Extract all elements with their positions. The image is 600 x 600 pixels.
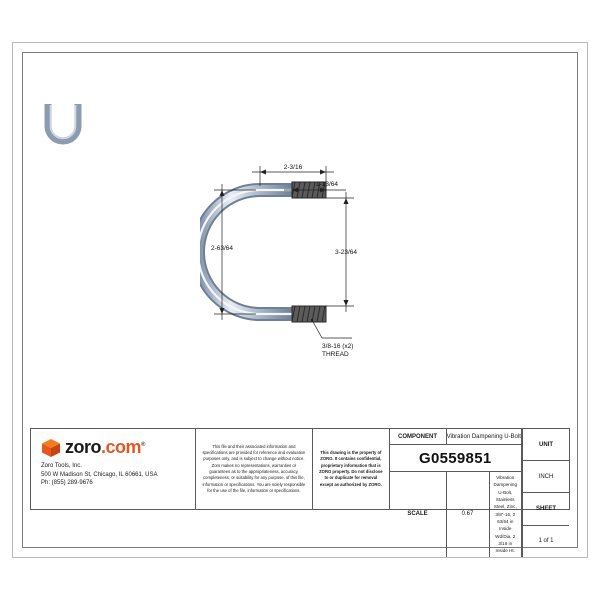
orange-cube-icon [41,438,61,458]
threaded-end-bottom [292,306,326,322]
u-bolt-body [200,190,292,314]
thread-note-line1: 3/8-16 (x2) [322,343,354,350]
company-info [41,462,189,488]
zoro-brand: zoro [65,437,101,457]
trademark-symbol: ® [141,442,145,448]
scale-description-row [390,472,522,557]
scale-label: SCALE [390,472,447,557]
u-bolt-drawing [200,160,430,400]
component-value: Vibration Dampening U-Bolt [446,433,521,440]
scale-value: 0.67 [447,472,490,557]
legal-notice: This file and their associated information and specifications are provided for reference and evaluation purposes only, and is subject to change without notice. Zoro makes no representations, warranties or guarantees as to the appropriateness, accuracy, completeness, or suitability for any purpose, of this file, information or specifications. You are solely responsible for the use of the file, information or specifications. [196,429,314,509]
part-number: G0559851 [390,445,522,472]
zoro-suffix: .com [101,437,142,457]
unit-value: INCH [523,461,569,493]
unit-label: UNIT [523,429,569,461]
dimension-label-width-top: 2-3/16 [283,164,303,171]
company-phone: Ph: (855) 289-9676 [41,480,93,487]
title-block-logo-cell [31,429,196,509]
component-row [390,429,522,445]
sheet-value: 1 of 1 [538,538,554,545]
thread-note-line2: THREAD [322,351,349,358]
sheet-label: SHEET [523,493,569,525]
dimension-label-thread-length: 1-13/64 [315,181,339,188]
dimension-label-inside-height: 3-23/64 [334,249,358,256]
title-block-unit-column [522,429,569,557]
component-label: COMPONENT [390,429,447,444]
dimension-label-overall-height: 2-63/64 [210,245,234,252]
company-name: Zoro Tools, Inc. [41,463,82,469]
title-block [30,428,570,554]
title-block-main-column [390,429,523,557]
company-address: 500 W Madison St, Chicago, IL 60661, USA [41,471,158,478]
title-block-right [390,429,570,554]
proprietary-notice: This drawing is the property of ZORO. It contains confidential, proprietary information that is ZORO property. Do not disclose to or duplicate for removal except as authorized by ZORO. [313,429,389,509]
zoro-wordmark [65,437,145,458]
zoro-logo [41,437,189,458]
part-description: Vibration Dampening U-Bolt, Stainless Steel, Zinc, 3/8"-16, 2 63/64 in Inside Wd/Dia, 2 3/16 in Inside Ht. [493,475,517,554]
u-bolt-thumbnail-icon [40,100,86,146]
